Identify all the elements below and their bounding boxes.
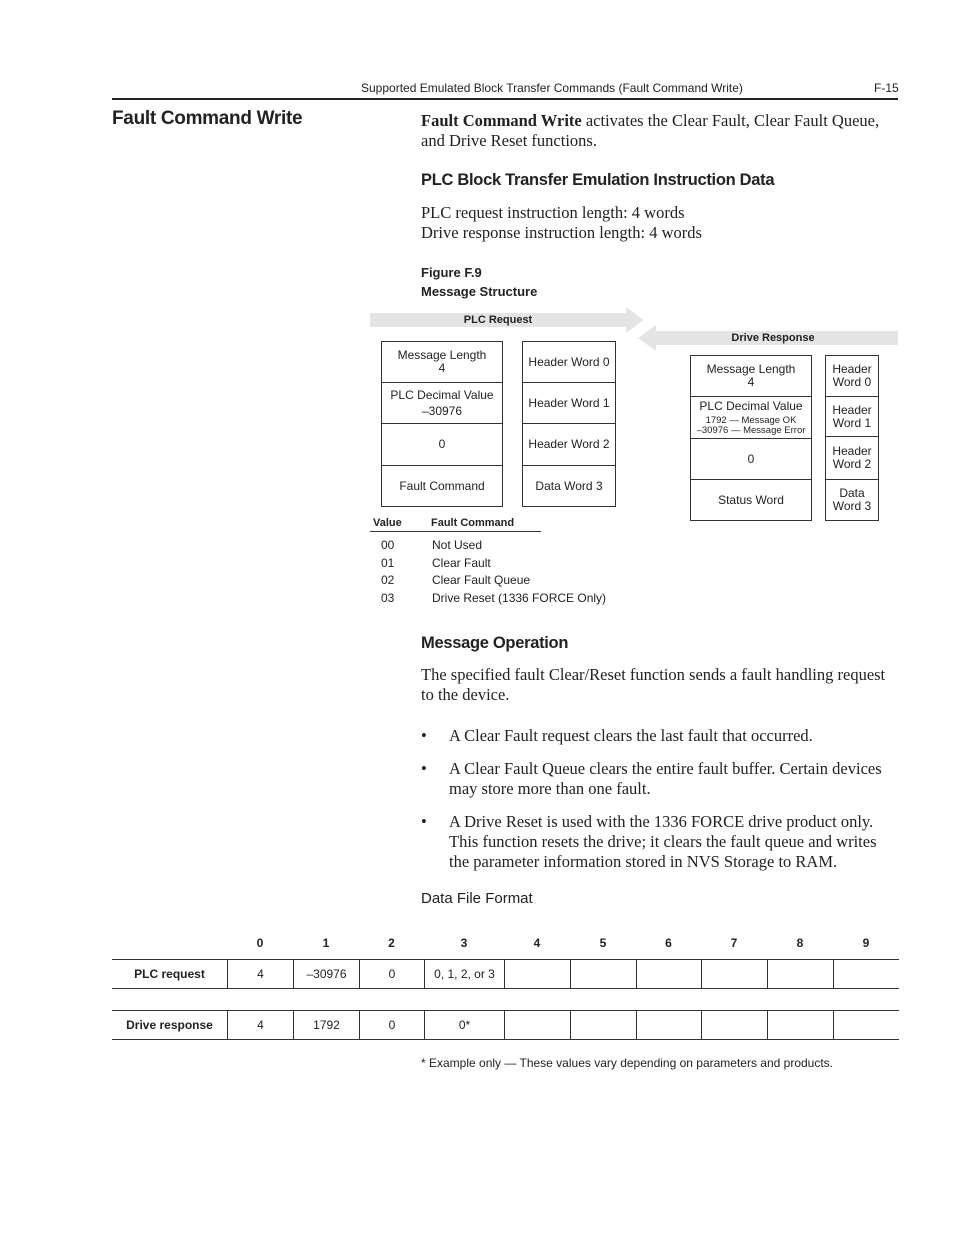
plc-request-row — [112, 959, 899, 989]
intro-text: activates the Clear Fault, Clear Fault Queue, and Drive Reset functions. — [421, 111, 880, 150]
column-header-3: 3 — [460, 936, 468, 950]
column-header-1: 1 — [322, 936, 330, 950]
plc-request-cell-6 — [636, 960, 701, 988]
drive-header-word-0 — [826, 356, 878, 397]
drive-header-word-1-l1: Header — [832, 402, 872, 417]
drive-header-word-1-l2: Word 1 — [832, 415, 872, 430]
plc-request-word-stack — [381, 341, 503, 507]
drive-header-word-2-l1: Header — [832, 444, 872, 458]
plc-request-cell-7 — [701, 960, 767, 988]
fault-row-value: 02 — [381, 573, 395, 587]
plc-decimal-value: –30976 — [421, 403, 463, 418]
plc-data-word-3: Data Word 3 — [523, 466, 615, 506]
drive-response-cell-9 — [833, 1011, 899, 1039]
plc-request-length: PLC request instruction length: 4 words — [421, 203, 685, 222]
drive-header-word-0-l1: Header — [832, 362, 872, 376]
drive-decimal-box — [691, 397, 811, 439]
drive-response-cell-6 — [636, 1011, 701, 1039]
bullet-marker: • — [421, 759, 427, 778]
column-header-0: 0 — [256, 936, 264, 950]
drive-response-row-label: Drive response — [126, 1018, 213, 1032]
data-file-format-heading: Data File Format — [421, 890, 533, 907]
drive-response-cell-4 — [504, 1011, 570, 1039]
drive-status-word-label: Status Word — [718, 492, 784, 507]
column-header-8: 8 — [796, 936, 804, 950]
drive-response-cell-2: 0 — [359, 1011, 424, 1039]
drive-response-cell-5 — [570, 1011, 636, 1039]
intro-paragraph — [421, 111, 899, 151]
plc-request-cell-2: 0 — [359, 960, 424, 988]
plc-header-word-stack — [522, 341, 616, 507]
plc-header-word-2: Header Word 2 — [523, 424, 615, 466]
plc-msg-length-box — [382, 342, 502, 383]
fault-row-command: Clear Fault Queue — [432, 573, 531, 587]
plc-header-word-1: Header Word 1 — [523, 383, 615, 424]
fault-row-command: Not Used — [432, 538, 483, 552]
drive-status-word-box — [691, 480, 811, 520]
bullet-clear-fault: A Clear Fault request clears the last fault that occurred. — [449, 726, 813, 745]
plc-request-cell-4 — [504, 960, 570, 988]
drive-response-cell-1: 1792 — [293, 1011, 359, 1039]
drive-decimal-error-note: –30976 — Message Error — [696, 424, 806, 436]
drive-response-cell-0: 4 — [227, 1011, 293, 1039]
bullet-marker: • — [421, 726, 427, 745]
fault-table-rule — [370, 531, 541, 532]
drive-header-word-0-l2: Word 0 — [832, 375, 872, 389]
figure-number: Figure F.9 — [421, 265, 482, 280]
plc-request-cell-0: 4 — [227, 960, 293, 988]
fault-row-command: Drive Reset (1336 FORCE Only) — [432, 591, 607, 605]
column-header-4: 4 — [533, 936, 541, 950]
plc-zero-value: 0 — [438, 437, 446, 451]
data-file-footnote: * Example only — These values vary depending on parameters and products. — [421, 1056, 834, 1070]
drive-msg-length-label: Message Length — [706, 362, 796, 376]
plc-fault-command-label: Fault Command — [399, 478, 485, 493]
fault-table-command-header: Fault Command — [431, 517, 515, 529]
drive-header-word-stack — [825, 355, 879, 521]
fault-row-value: 00 — [381, 538, 395, 552]
drive-response-cell-3: 0* — [424, 1011, 504, 1039]
drive-header-word-2 — [826, 437, 878, 480]
message-operation-heading: Message Operation — [421, 634, 569, 652]
intro-bold: Fault Command Write — [421, 111, 582, 130]
drive-msg-length-box — [691, 356, 811, 397]
message-operation-paragraph: The specified fault Clear/Reset function sends a fault handling request to the device. — [421, 665, 886, 704]
plc-request-row-label: PLC request — [134, 967, 205, 981]
column-header-7: 7 — [730, 936, 738, 950]
plc-request-cell-5 — [570, 960, 636, 988]
fault-row-value: 03 — [381, 591, 395, 605]
drive-header-word-1 — [826, 397, 878, 437]
fault-table-value-header: Value — [373, 517, 402, 529]
running-title: Supported Emulated Block Transfer Commands (Fault Command Write) — [361, 81, 743, 95]
bullet-marker: • — [421, 812, 427, 831]
drive-response-word-stack — [690, 355, 812, 521]
column-header-9: 9 — [862, 936, 870, 950]
drive-response-length: Drive response instruction length: 4 words — [421, 223, 702, 242]
plc-zero-box — [382, 424, 502, 466]
plc-decimal-box — [382, 383, 502, 424]
drive-zero-value: 0 — [747, 451, 755, 466]
column-header-5: 5 — [599, 936, 607, 950]
bullet-drive-reset: A Drive Reset is used with the 1336 FORCE drive product only. This function resets the drive; it clears the fault queue and writes the parameter information stored in NVS Storage to RAM. — [449, 812, 877, 871]
header-rule — [112, 98, 898, 100]
plc-request-cell-3: 0, 1, 2, or 3 — [424, 960, 504, 988]
plc-request-cell-9 — [833, 960, 899, 988]
section-title: Fault Command Write — [112, 108, 303, 129]
column-header-6: 6 — [665, 936, 672, 950]
drive-response-cell-7 — [701, 1011, 767, 1039]
drive-decimal-ok-note: 1792 — Message OK — [705, 414, 797, 426]
drive-data-word-3-l2: Word 3 — [832, 499, 872, 513]
drive-zero-box — [691, 439, 811, 480]
drive-response-label: Drive Response — [731, 332, 815, 344]
drive-response-row — [112, 1010, 899, 1040]
drive-response-cell-8 — [767, 1011, 833, 1039]
plc-request-cell-1: –30976 — [293, 960, 359, 988]
drive-header-word-2-l2: Word 2 — [832, 457, 872, 471]
plc-request-label: PLC Request — [463, 314, 533, 326]
fault-row-command: Clear Fault — [432, 556, 491, 570]
plc-request-cell-8 — [767, 960, 833, 988]
plc-block-heading: PLC Block Transfer Emulation Instruction Data — [421, 171, 775, 189]
bullet-clear-fault-queue: A Clear Fault Queue clears the entire fault buffer. Certain devices may store more than one fault. — [449, 759, 882, 798]
figure-caption: Message Structure — [421, 284, 538, 299]
drive-msg-length-value: 4 — [747, 375, 755, 389]
page-number: F-15 — [874, 81, 899, 95]
drive-data-word-3 — [826, 480, 878, 520]
column-header-2: 2 — [388, 936, 395, 950]
plc-msg-length-label: Message Length — [397, 348, 487, 362]
plc-decimal-label: PLC Decimal Value — [390, 387, 494, 402]
drive-data-word-3-l1: Data — [839, 486, 865, 500]
plc-fault-command-box — [382, 466, 502, 506]
plc-msg-length-value: 4 — [438, 361, 446, 375]
fault-row-value: 01 — [381, 556, 395, 570]
drive-decimal-label: PLC Decimal Value — [699, 398, 803, 413]
plc-header-word-0: Header Word 0 — [523, 342, 615, 383]
